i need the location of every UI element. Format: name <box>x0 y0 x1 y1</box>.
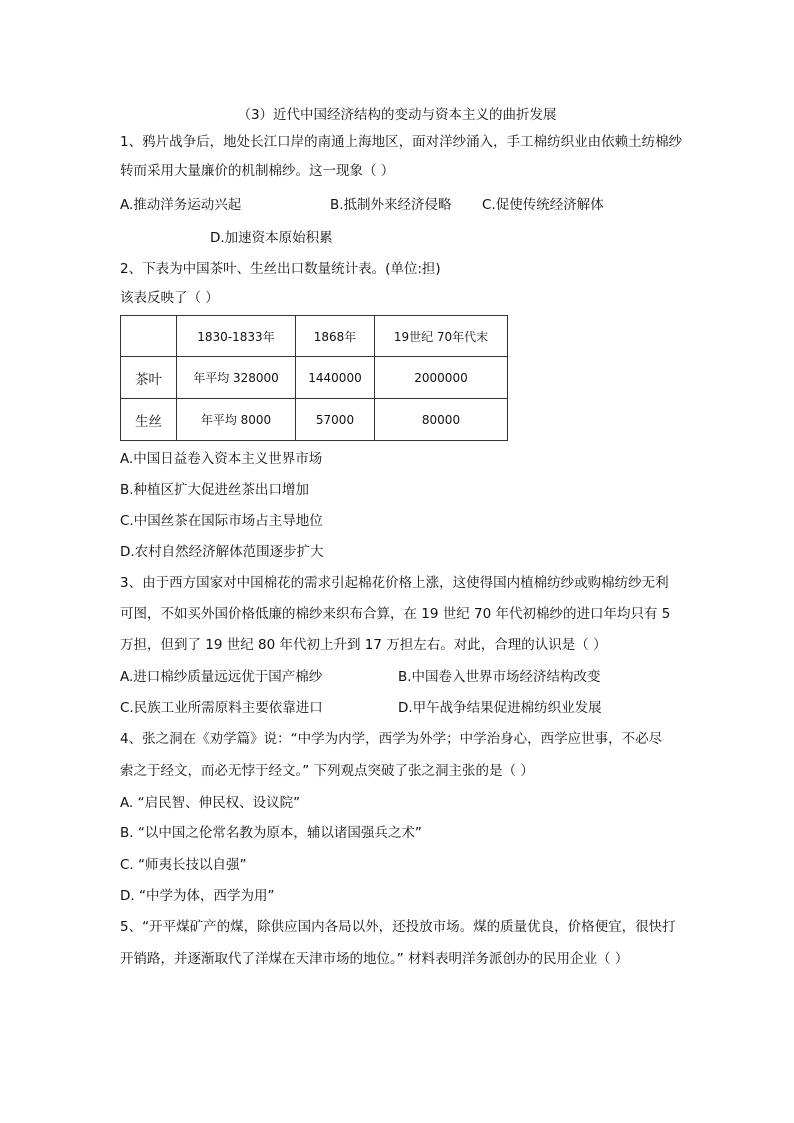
q4-option-d: D. “中学为体，西学为用” <box>120 888 275 904</box>
q3-option-a: A.进口棉纱质量远远优于国产棉纱 <box>120 669 323 685</box>
q1-option-a: A.推动洋务运动兴起 <box>120 197 242 213</box>
q2-option-b: B.种植区扩大促进丝茶出口增加 <box>120 482 310 498</box>
table-header-cell: 1868年 <box>296 316 375 357</box>
q4-option-b: B. “以中国之伦常名教为原本，辅以诸国强兵之术” <box>120 825 422 841</box>
table-cell: 80000 <box>375 399 508 441</box>
q4-stem-line1: 4、张之洞在《劝学篇》说：“中学为内学，西学为外学；中学治身心，西学应世事，不必尽 <box>120 731 663 747</box>
table-row <box>121 357 508 399</box>
table-header-cell <box>121 316 177 357</box>
page-title: （3）近代中国经济结构的变动与资本主义的曲折发展 <box>237 107 557 123</box>
q2-option-c: C.中国丝茶在国际市场占主导地位 <box>120 513 323 529</box>
q2-stem-line2: 该表反映了（ ） <box>120 290 219 306</box>
q1-option-c: C.促使传统经济解体 <box>482 197 604 213</box>
q2-option-a: A.中国日益卷入资本主义世界市场 <box>120 451 323 467</box>
table-cell: 2000000 <box>375 357 508 399</box>
table-cell: 生丝 <box>121 399 177 441</box>
table-cell: 1440000 <box>296 357 375 399</box>
q2-option-d: D.农村自然经济解体范围逐步扩大 <box>120 544 324 560</box>
q4-stem-line2: 索之于经文，而必无悖于经文。” 下列观点突破了张之洞主张的是（ ） <box>120 763 534 779</box>
q1-option-d: D.加速资本原始积累 <box>210 230 333 246</box>
table-cell: 茶叶 <box>121 357 177 399</box>
q4-option-a: A. “启民智、伸民权、设议院” <box>120 795 301 811</box>
q1-stem-line2: 转而采用大量廉价的机制棉纱。这一现象（ ） <box>120 163 395 179</box>
q3-stem-line3: 万担，但到了 19 世纪 80 年代初上升到 17 万担左右。对此，合理的认识是（ ） <box>120 637 607 653</box>
q1-option-b: B.抵制外来经济侵略 <box>330 197 452 213</box>
q2-stem-line1: 2、下表为中国茶叶、生丝出口数量统计表。(单位:担) <box>120 261 441 277</box>
q5-stem-line1: 5、“开平煤矿产的煤，除供应国内各局以外，还投放市场。煤的质量优良，价格便宜，很快打 <box>120 919 676 935</box>
q3-stem-line1: 3、由于西方国家对中国棉花的需求引起棉花价格上涨，这使得国内植棉纺纱或购棉纺纱无利 <box>120 575 669 591</box>
table-header-cell: 19世纪 70年代末 <box>375 316 508 357</box>
q3-option-d: D.甲午战争结果促进棉纺织业发展 <box>398 700 602 716</box>
table-header-cell: 1830-1833年 <box>177 316 296 357</box>
q5-stem-line2: 开销路，并逐渐取代了洋煤在天津市场的地位。” 材料表明洋务派创办的民用企业（ ） <box>120 951 629 967</box>
export-table <box>120 315 508 441</box>
table-cell: 年平均 8000 <box>177 399 296 441</box>
q3-stem-line2: 可图，不如买外国价格低廉的棉纱来织布合算，在 19 世纪 70 年代初棉纱的进口年均只有 5 <box>120 606 671 622</box>
q3-option-c: C.民族工业所需原料主要依靠进口 <box>120 700 323 716</box>
table-cell: 57000 <box>296 399 375 441</box>
q4-option-c: C. “师夷长技以自强” <box>120 857 247 873</box>
table-row <box>121 399 508 441</box>
table-cell: 年平均 328000 <box>177 357 296 399</box>
table-header-row <box>121 316 508 357</box>
q3-option-b: B.中国卷入世界市场经济结构改变 <box>398 669 601 685</box>
q1-stem-line1: 1、鸦片战争后，地处长江口岸的南通上海地区，面对洋纱涌入，手工棉纺织业由依赖土纺棉纱 <box>120 134 683 150</box>
